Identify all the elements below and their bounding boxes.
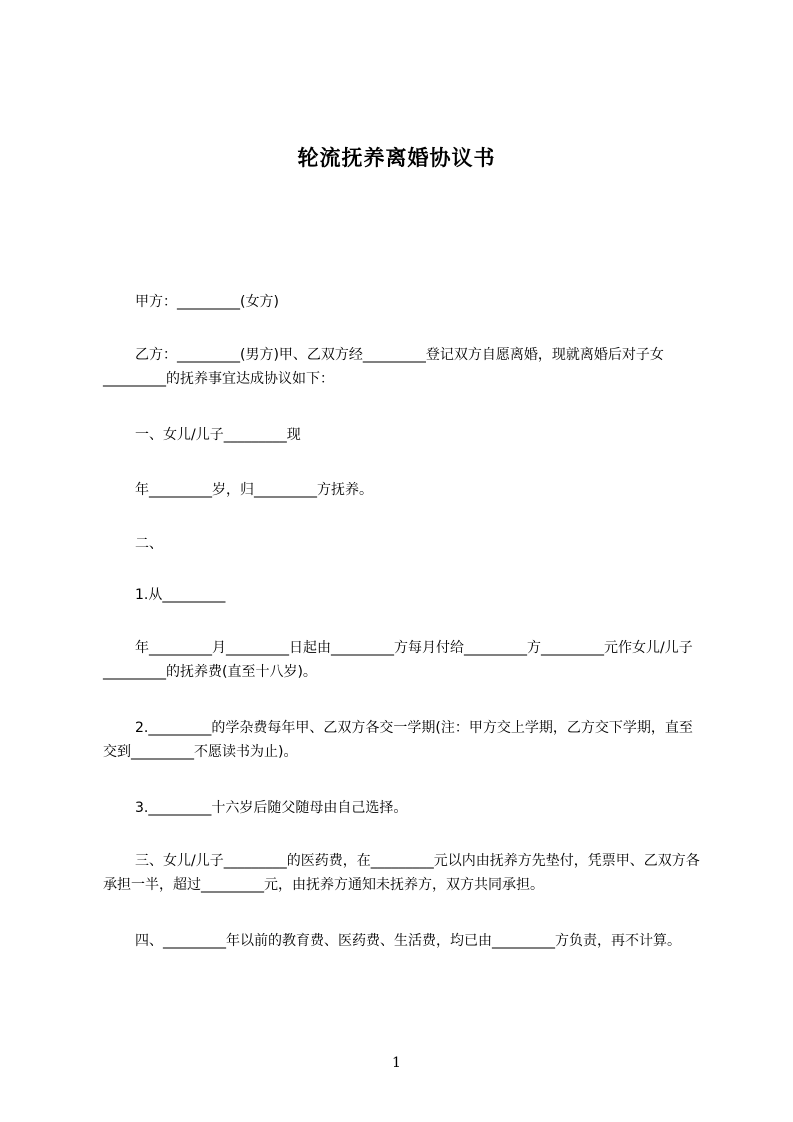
clause-2-item-2: 2._________的学杂费每年甲、乙双方各交一学期(注：甲方交上学期，乙方交下学期，直至交到_________不愿读书为止)。 (103, 720, 693, 760)
clause-2-item-1-heading: 1.从_________ (135, 587, 226, 603)
page-number: 1 (392, 1055, 401, 1071)
party-a-line: 甲方：_________(女方) (135, 294, 279, 310)
clause-2-item-1-body: 年_________月_________日起由_________方每月付给_________方_________元作女儿/儿子_________的抚养费(直至十八岁)。 (103, 640, 693, 680)
clause-2-heading: 二、 (135, 536, 163, 552)
clause-2-item-3: 3._________十六岁后随父随母由自己选择。 (135, 800, 408, 816)
document-title: 轮流抚养离婚协议书 (297, 146, 496, 170)
clause-1-body: 年_________岁，归_________方抚养。 (135, 482, 373, 498)
clause-3-paragraph: 三、女儿/儿子_________的医药费，在_________元以内由抚养方先垫付，凭票甲、乙双方各承担一半，超过_________元，由抚养方通知未抚养方，双方共同承担。 (103, 853, 700, 893)
clause-1-heading: 一、女儿/儿子_________现 (135, 427, 301, 443)
clause-4-paragraph: 四、_________年以前的教育费、医药费、生活费，均已由_________方负责，再不计算。 (135, 933, 681, 949)
party-b-paragraph: 乙方：_________(男方)甲、乙双方经_________登记双方自愿离婚，现就离婚后对子女_________的抚养事宜达成协议如下： (103, 347, 664, 387)
